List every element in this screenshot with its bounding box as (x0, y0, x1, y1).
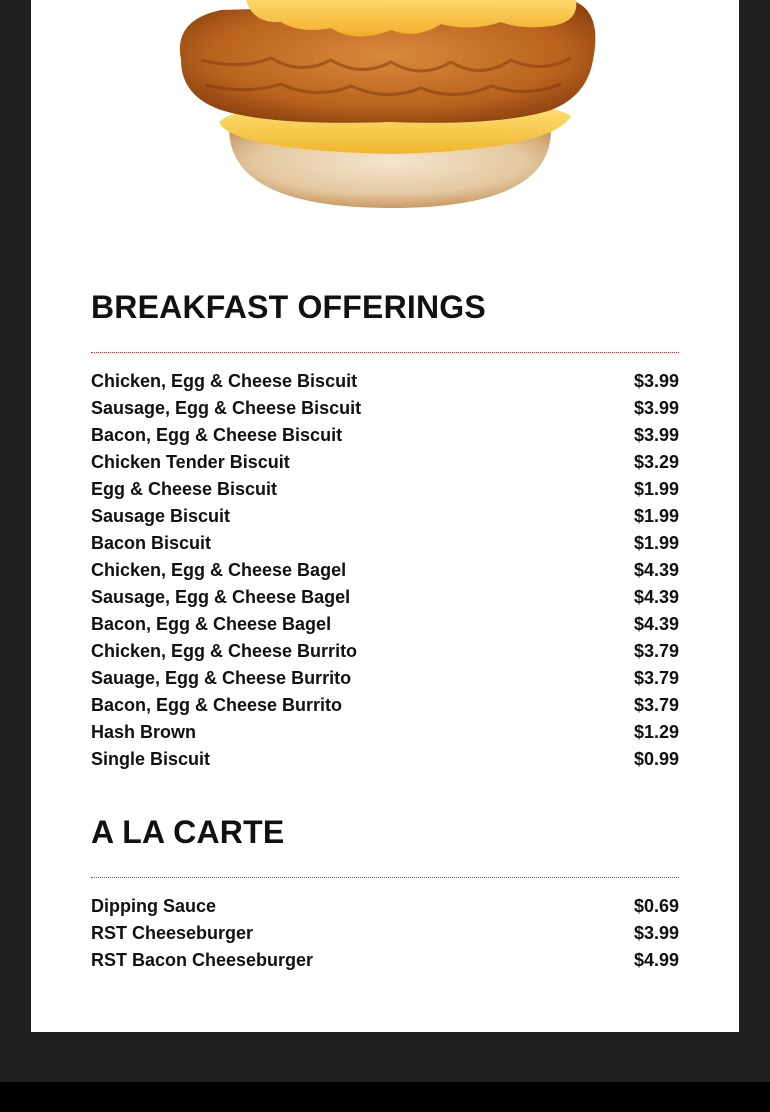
menu-item-price: $4.99 (633, 950, 679, 970)
menu-item-name: Sausage, Egg & Cheese Biscuit (91, 398, 362, 418)
menu-item-name: Egg & Cheese Biscuit (91, 479, 278, 499)
menu-item-row (91, 449, 679, 476)
breakfast-items (91, 368, 679, 773)
menu-item-row (91, 530, 679, 557)
menu-item-row (91, 920, 679, 947)
menu-item-price: $3.99 (633, 923, 679, 943)
menu-item-row (91, 476, 679, 503)
menu-item-price: $4.39 (633, 614, 679, 634)
menu-item-price: $1.99 (633, 479, 679, 499)
menu-item-row (91, 638, 679, 665)
menu-item-price: $3.79 (633, 668, 679, 688)
menu-item-row (91, 611, 679, 638)
menu-item-name: Chicken Tender Biscuit (91, 452, 290, 472)
breakfast-divider (91, 352, 679, 353)
menu-item-name: Dipping Sauce (91, 896, 217, 916)
a-la-carte-items (91, 893, 679, 974)
menu-item-price: $0.69 (633, 896, 679, 916)
menu-item-price: $1.99 (633, 506, 679, 526)
menu-item-name: Bacon, Egg & Cheese Bagel (91, 614, 332, 634)
menu-item-price: $3.99 (633, 398, 679, 418)
menu-item-price: $3.99 (633, 425, 679, 445)
menu-item-row (91, 746, 679, 773)
menu-item-name: Chicken, Egg & Cheese Biscuit (91, 371, 358, 391)
breakfast-title: BREAKFAST OFFERINGS (91, 289, 486, 325)
footer-bar (0, 1082, 770, 1112)
menu-item-name: Chicken, Egg & Cheese Bagel (91, 560, 347, 580)
menu-item-price: $3.79 (633, 641, 679, 661)
menu-item-name: Chicken, Egg & Cheese Burrito (91, 641, 358, 661)
menu-item-name: Sausage Biscuit (91, 506, 231, 526)
menu-item-price: $4.39 (633, 560, 679, 580)
menu-item-row (91, 422, 679, 449)
menu-item-row (91, 395, 679, 422)
menu-item-price: $1.29 (633, 722, 679, 742)
menu-item-row (91, 692, 679, 719)
menu-item-row (91, 665, 679, 692)
menu-item-price: $4.39 (633, 587, 679, 607)
menu-item-name: Sauage, Egg & Cheese Burrito (91, 668, 352, 688)
menu-item-name: Single Biscuit (91, 749, 211, 769)
menu-item-row (91, 893, 679, 920)
menu-item-price: $3.29 (633, 452, 679, 472)
a-la-carte-title: A LA CARTE (91, 814, 285, 850)
menu-item-price: $3.99 (633, 371, 679, 391)
menu-item-row (91, 557, 679, 584)
menu-item-name: RST Cheeseburger (91, 923, 254, 943)
menu-item-price: $1.99 (633, 533, 679, 553)
menu-item-name: Bacon, Egg & Cheese Burrito (91, 695, 343, 715)
menu-item-name: Bacon Biscuit (91, 533, 212, 553)
menu-item-name: Sausage, Egg & Cheese Bagel (91, 587, 351, 607)
menu-card (31, 0, 739, 1032)
sandwich-image (31, 0, 739, 230)
menu-item-price: $3.79 (633, 695, 679, 715)
menu-item-row (91, 368, 679, 395)
hero-image (31, 0, 739, 230)
menu-item-row (91, 584, 679, 611)
menu-item-name: Bacon, Egg & Cheese Biscuit (91, 425, 343, 445)
a-la-carte-divider (91, 877, 679, 878)
menu-item-row (91, 947, 679, 974)
menu-item-price: $0.99 (633, 749, 679, 769)
menu-item-name: Hash Brown (91, 722, 197, 742)
menu-item-name: RST Bacon Cheeseburger (91, 950, 314, 970)
breakfast-section (91, 289, 679, 769)
a-la-carte-section (91, 814, 679, 970)
menu-item-row (91, 719, 679, 746)
menu-item-row (91, 503, 679, 530)
